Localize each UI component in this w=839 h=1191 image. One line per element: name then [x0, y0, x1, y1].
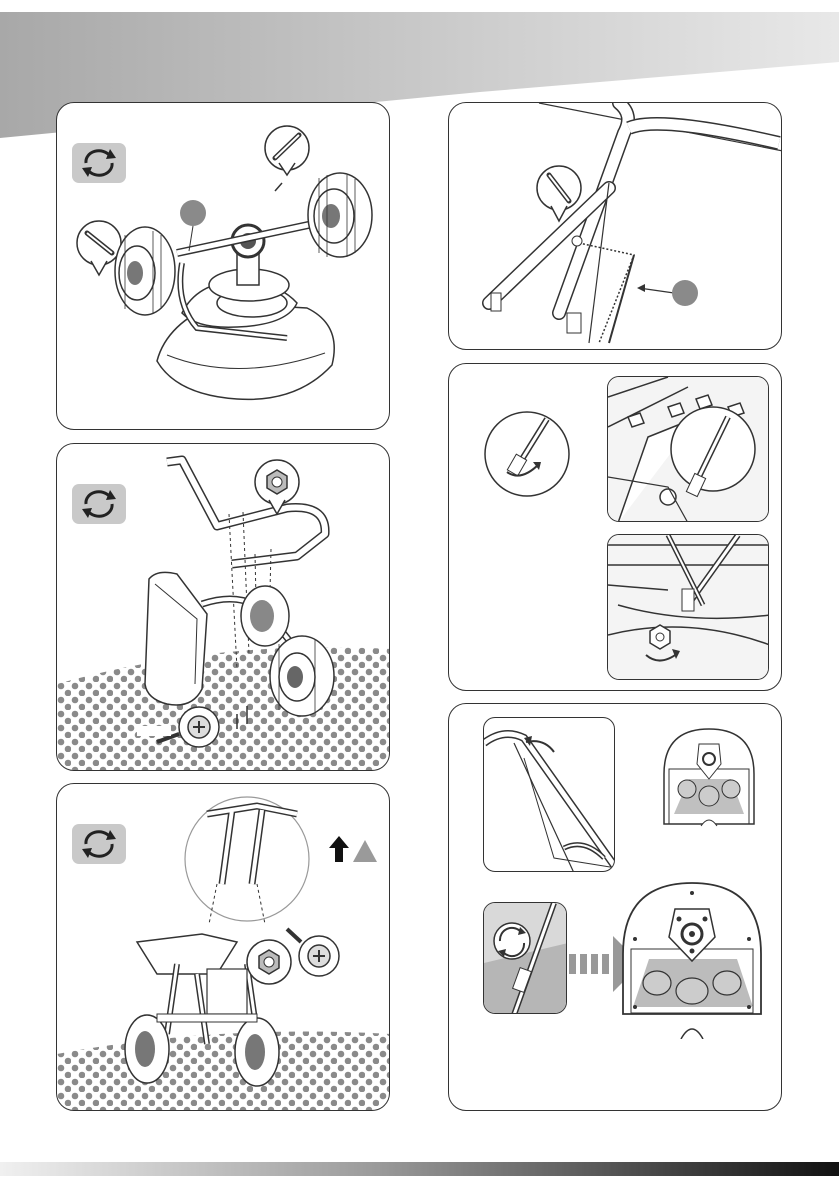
footer-band: [0, 1160, 839, 1191]
rotate-arrows-icon: [72, 484, 126, 524]
callout-marker: [180, 200, 206, 226]
shutter-plate-small: [659, 724, 759, 830]
warning-triangle-icon: [353, 840, 377, 862]
step-panel-cable-rod: [448, 102, 782, 350]
lock-nut-icon: [247, 940, 291, 984]
split-pin-icon: [265, 126, 309, 175]
step-panel-handle: [56, 783, 390, 1111]
inset-cable-nut: [607, 534, 769, 680]
step-panel-cable-adjust: [448, 363, 782, 691]
step-panel-shutter: [448, 703, 782, 1111]
rotate-arrows-icon: [72, 824, 126, 864]
shutter-plate-large: [619, 879, 765, 1039]
axle-wheels-illustration: [57, 103, 390, 430]
rotate-badge: [72, 824, 126, 864]
step-panel-axle: [56, 102, 390, 430]
cable-rod-illustration: [449, 103, 782, 350]
rotate-badge: [72, 484, 126, 524]
inset-lever: [483, 717, 615, 872]
screw-icon: [287, 929, 339, 976]
inset-frame-bolts: [607, 376, 769, 522]
callout-marker: [672, 280, 698, 306]
inset-adjuster: [483, 902, 567, 1014]
arrow-up-icon: [329, 836, 349, 862]
step-panel-frame: [56, 443, 390, 771]
